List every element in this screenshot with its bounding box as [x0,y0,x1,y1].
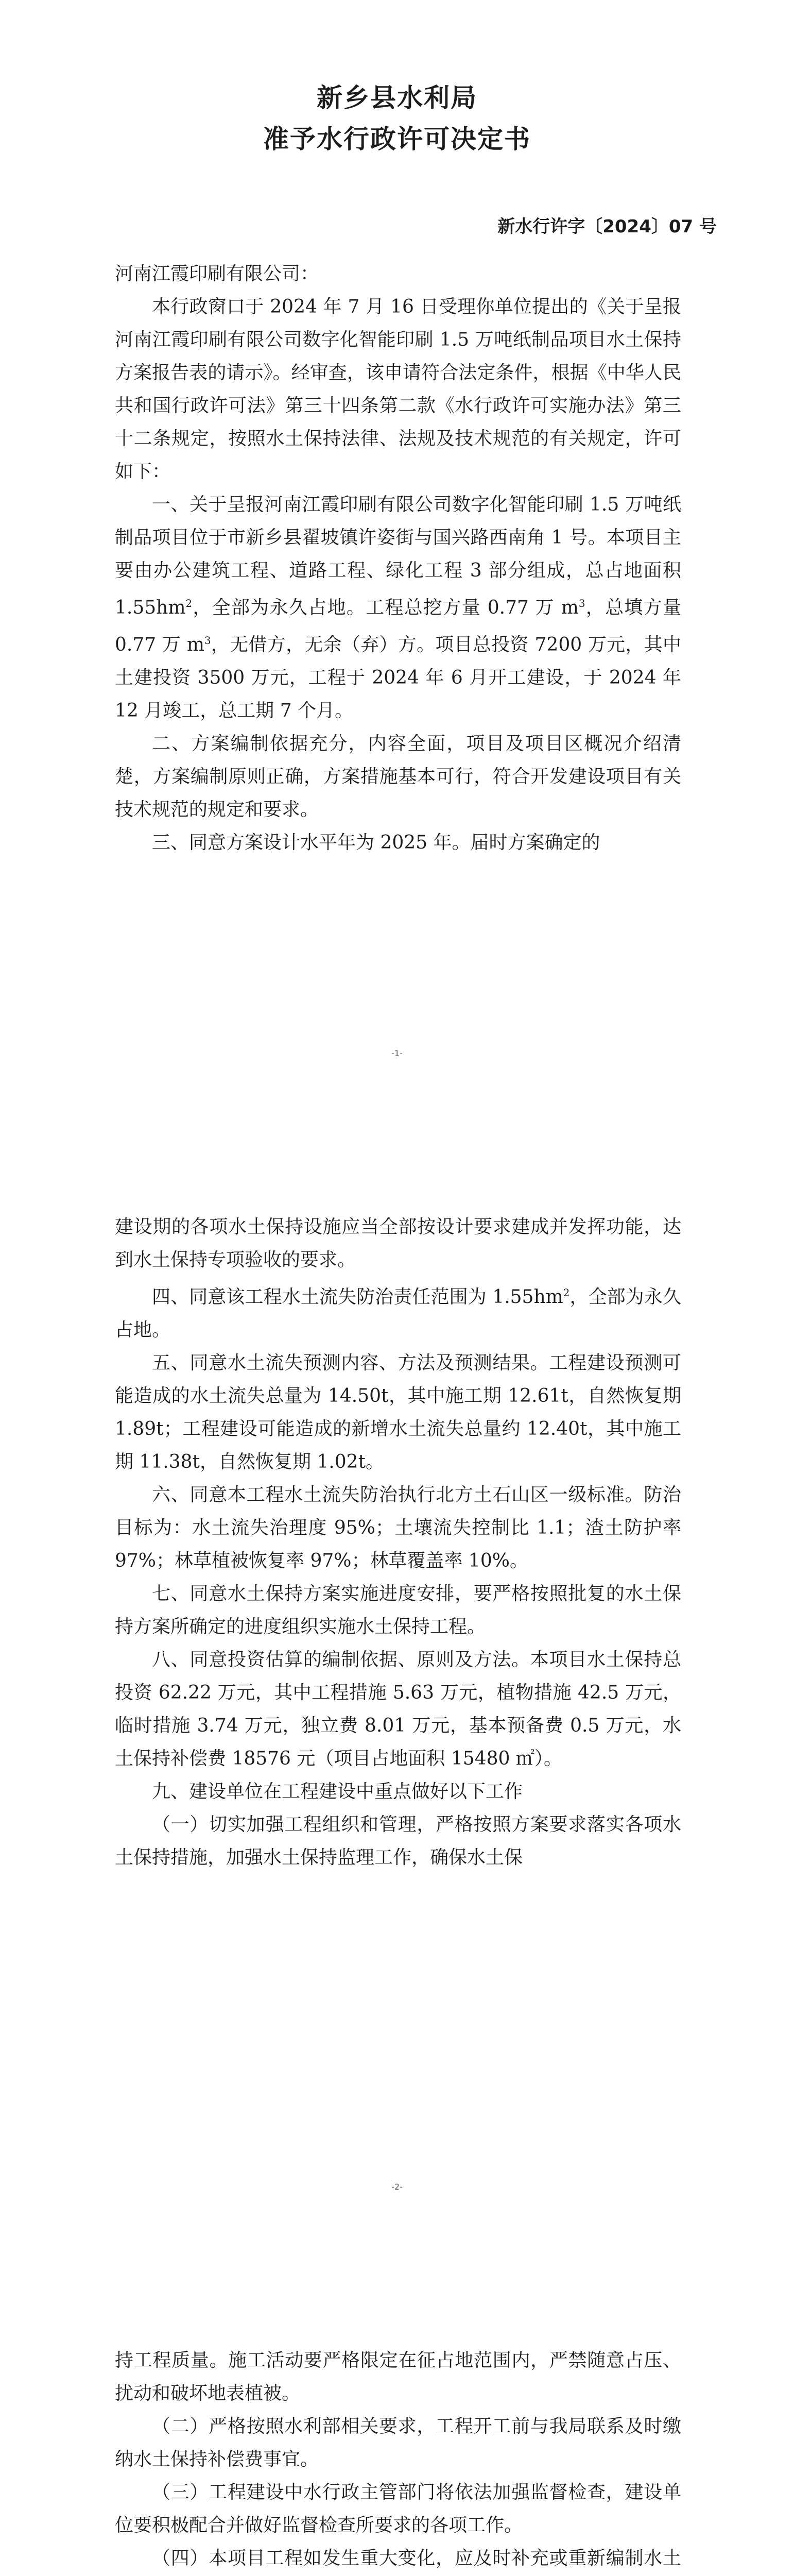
document-page-1 [0,0,794,1133]
item-4-paragraph: 四、同意该工程水土流失防治责任范围为 $1.55hm^2$，全部为永久占地。 [115,1286,681,1341]
item-9-2-paragraph: （二）严格按照水利部相关要求，工程开工前与我局联系及时缴纳水土保持补偿费事宜。 [115,2416,681,2470]
document-page-3 [0,2267,794,2576]
item-5-paragraph: 五、同意水土流失预测内容、方法及预测结果。工程建设预测可能造成的水土流失总量为 14.50t，其中施工期 12.61t，自然恢复期 1.89t；工程建设可能造成的新增水土流失总量约 12.40t，其中施工期 11.38t，自然恢复期 1.02t。 [115,1352,681,1472]
page-2-body [115,1211,681,1874]
item-6-paragraph: 六、同意本工程水土流失防治执行北方土石山区一级标准。防治目标为：水土流失治理度 95%；土壤流失控制比 1.1；渣土防护率 97%；林草植被恢复率 97%；林草覆盖率 10%。 [115,1484,681,1571]
item-1-text-b: ，全部为永久占地。工程总挖方量 0.77 万 m [192,597,579,618]
item-1-text-d: ，无借方，无余（弃）方。项目总投资 7200 万元，其中土建投资 3500 万元，工程于 2024 年 6 月开工建设，于 2024 年 12 月竣工，总工期 7 个月。 [115,634,681,721]
item-3-paragraph-start: 三、同意方案设计水平年为 2025 年。届时方案确定的 [152,832,600,853]
document-page-2 [0,1133,794,2267]
item-8-paragraph: 八、同意投资估算的编制依据、原则及方法。本项目水土保持总投资 62.22 万元，其中工程措施 5.63 万元，植物措施 42.5 万元，临时措施 3.74 万元，独立费 8.01 万元，基本预备费 0.5 万元，水土保持补偿费 18576 元（项目占地面积 15480 ㎡）。 [115,1649,681,1769]
page-3-body [115,2344,681,2576]
item-7-paragraph: 七、同意水土保持方案实施进度安排，要严格按照批复的水土保持方案所确定的进度组织实施水土保持工程。 [115,1583,681,1637]
page-number: -1- [391,1048,403,1058]
item-1-text-a: 一、关于呈报河南江霞印刷有限公司数字化智能印刷 1.5 万吨纸制品项目位于市新乡县翟坡镇许姿街与国兴路西南角 1 号。本项目主要由办公建筑工程、道路工程、绿化工程 3 部分组成，总占地面积 1.55hm [115,494,681,618]
recipient-line: 河南江霞印刷有限公司： [115,263,319,284]
item-9-paragraph: 九、建设单位在工程建设中重点做好以下工作 [152,1781,523,1802]
agency-title: 新乡县水利局 [317,83,477,113]
page-1-body [115,258,681,859]
item-4-text-a: 四、同意该工程水土流失防治责任范围为 1.55hm [152,1286,563,1308]
item-3-paragraph-end: 建设期的各项水土保持设施应当全部按设计要求建成并发挥功能，达到水土保持专项验收的要求。 [115,1216,681,1270]
item-1-paragraph: 一、关于呈报河南江霞印刷有限公司数字化智能印刷 1.5 万吨纸制品项目位于市新乡县翟坡镇许姿街与国兴路西南角 1 号。本项目主要由办公建筑工程、道路工程、绿化工程 3 部分组成，总占地面积 $1.55hm^2$，全部为永久占地。工程总挖方量 0.77 万 $m^3$，总填方量 0.77 万 $m^3$，无借方，无余（弃）方。项目总投资 7200 万元，其中土建投资 3500 万元，工程于 2024 年 6 月开工建设，于 2024 年 12 月竣工，总工期 7 个月。 [115,494,681,721]
item-4-text-b: ，全部为永久占地。 [115,1286,681,1341]
item-2-paragraph: 二、方案编制依据充分，内容全面，项目及项目区概况介绍清楚，方案编制原则正确，方案措施基本可行，符合开发建设项目有关技术规范的规定和要求。 [115,733,681,820]
document-number: 新水行许字〔2024〕07 号 [497,216,717,237]
intro-paragraph: 本行政窗口于 2024 年 7 月 16 日受理你单位提出的《关于呈报河南江霞印刷有限公司数字化智能印刷 1.5 万吨纸制品项目水土保持方案报告表的请示》。经审查，该申请符合法定条件，根据《中华人民共和国行政许可法》第三十四条第二款《水行政许可实施办法》第三十二条规定，按照水土保持法律、法规及技术规范的有关规定，许可如下： [115,296,681,482]
item-9-3-paragraph: （三）工程建设中水行政主管部门将依法加强监督检查，建设单位要积极配合并做好监督检查所要求的各项工作。 [115,2482,681,2536]
item-1-text-c: ，总填方量 0.77 万 m [115,597,681,655]
item-9-4-paragraph: （四）本项目工程如发生重大变化，应及时补充或重新编制水土 [152,2548,681,2569]
page-number: -2- [391,2182,403,2192]
item-9-1-paragraph-start: （一）切实加强工程组织和管理，严格按照方案要求落实各项水土保持措施，加强水土保持监理工作，确保水土保 [115,1814,681,1868]
document-title: 准予水行政许可决定书 [263,124,531,154]
item-9-1-paragraph-end: 持工程质量。施工活动要严格限定在征占地范围内，严禁随意占压、扰动和破坏地表植被。 [115,2350,681,2404]
